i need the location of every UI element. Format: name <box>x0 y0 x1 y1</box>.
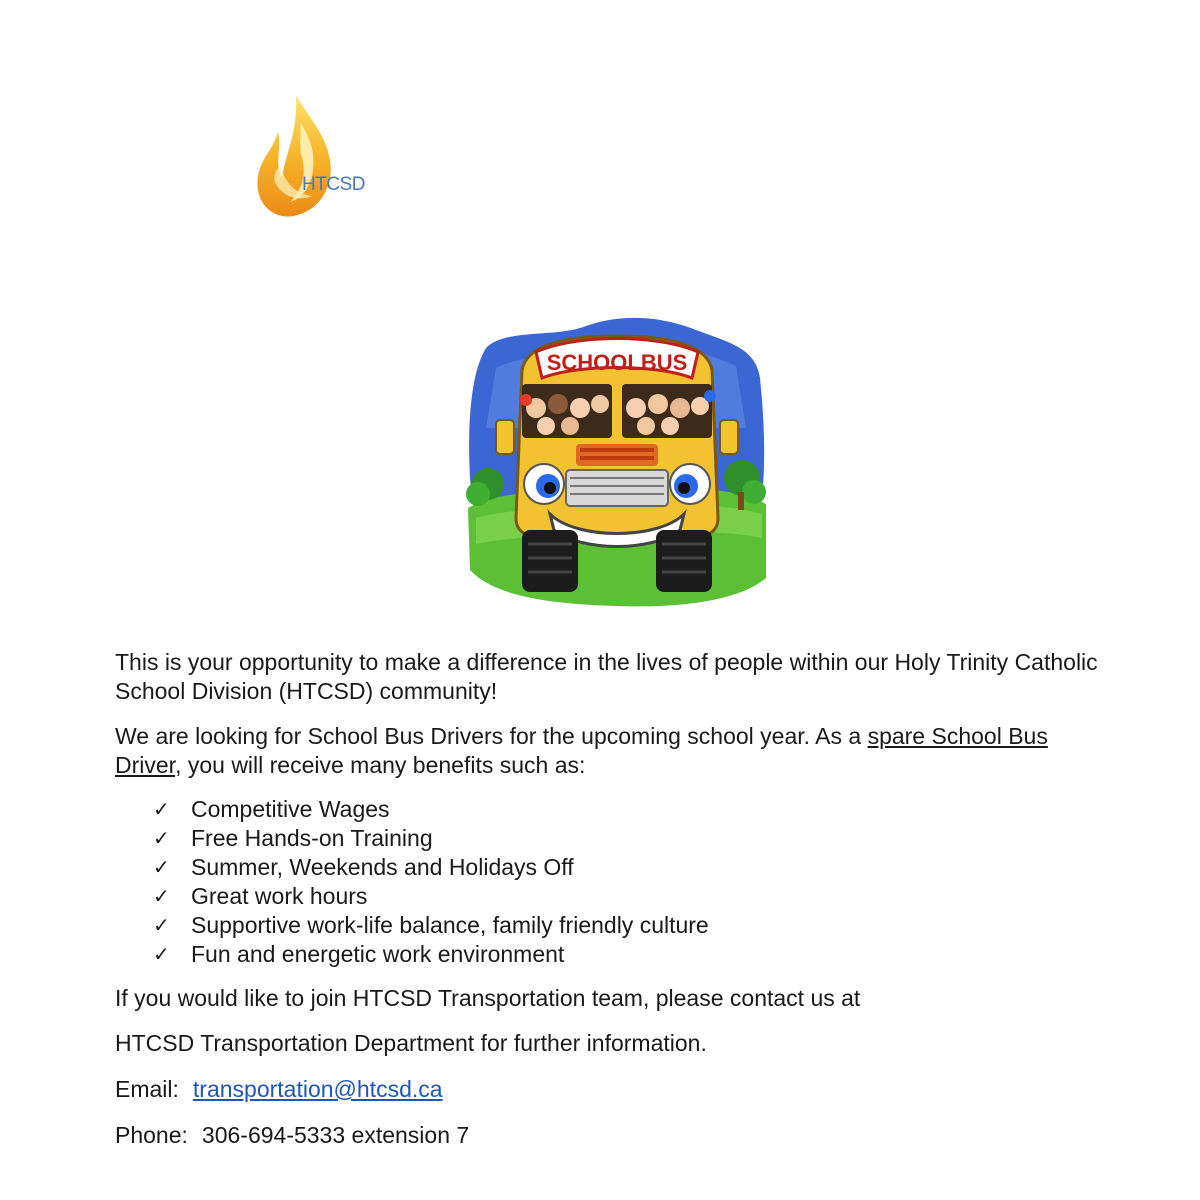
check-icon: ✓ <box>153 942 170 966</box>
benefit-item <box>153 795 1115 824</box>
benefit-text: Fun and energetic work environment <box>191 941 565 967</box>
recruit-text-before: We are looking for School Bus Drivers for the upcoming school year. As a <box>115 723 868 749</box>
flame-icon <box>252 92 362 222</box>
benefit-text: Competitive Wages <box>191 796 390 822</box>
email-line <box>115 1075 1115 1104</box>
check-icon: ✓ <box>153 855 170 879</box>
benefits-list <box>115 795 1115 969</box>
check-icon: ✓ <box>153 797 170 821</box>
logo-text: HTCSD <box>302 174 365 195</box>
benefit-item <box>153 882 1115 911</box>
department-paragraph: HTCSD Transportation Department for further information. <box>115 1030 707 1056</box>
check-icon: ✓ <box>153 826 170 850</box>
benefit-text: Great work hours <box>191 883 368 909</box>
spare-driver-text: spare School Bus Driver <box>115 723 1048 778</box>
phone-number: 306-694-5333 extension 7 <box>201 1122 470 1148</box>
benefit-text: Summer, Weekends and Holidays Off <box>191 854 574 880</box>
school-bus-illustration <box>466 308 768 610</box>
email-link[interactable]: transportation@htcsd.ca <box>192 1076 443 1102</box>
htcsd-logo <box>252 92 365 222</box>
flyer-content <box>115 648 1115 1150</box>
bus-banner-text: SCHOOLBUS <box>546 350 688 375</box>
join-paragraph: If you would like to join HTCSD Transportation team, please contact us at <box>115 985 861 1011</box>
check-icon: ✓ <box>153 884 170 908</box>
benefit-item <box>153 911 1115 940</box>
benefit-item <box>153 940 1115 969</box>
recruit-text-after: , you will receive many benefits such as: <box>175 752 586 778</box>
phone-label: Phone: <box>115 1122 188 1148</box>
benefit-text: Supportive work-life balance, family friendly culture <box>191 912 709 938</box>
recruit-paragraph <box>115 722 1115 780</box>
benefit-item <box>153 853 1115 882</box>
benefit-text: Free Hands-on Training <box>191 825 433 851</box>
check-icon: ✓ <box>153 913 170 937</box>
intro-paragraph: This is your opportunity to make a difference in the lives of people within our Holy Trinity Catholic School Division (HTCSD) community! <box>115 649 1098 704</box>
benefit-item <box>153 824 1115 853</box>
phone-line <box>115 1121 1115 1150</box>
email-label: Email: <box>115 1076 179 1102</box>
